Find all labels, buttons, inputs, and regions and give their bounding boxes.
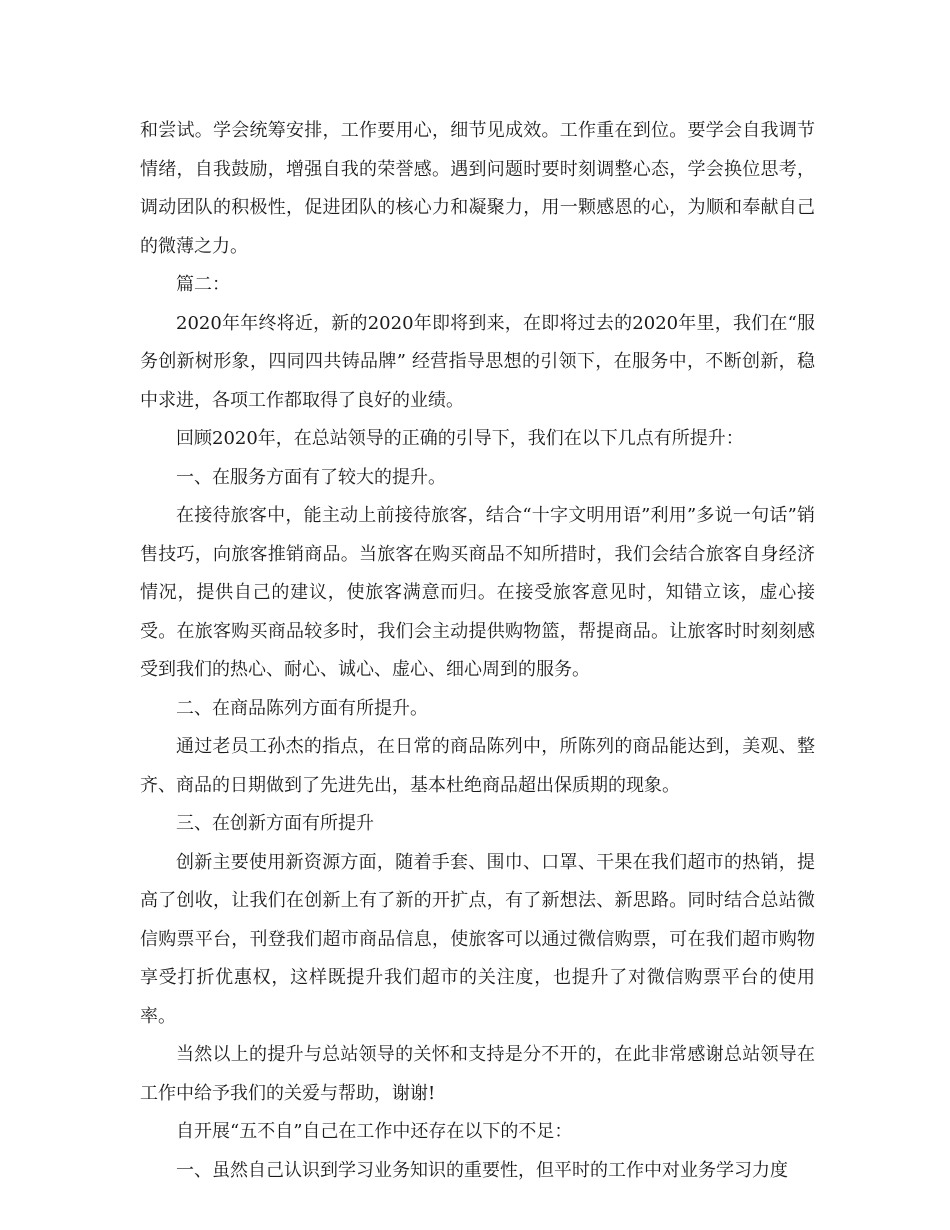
paragraph-innovation: 创新主要使用新资源方面，随着手套、围巾、口罩、干果在我们超市的热销，提高了创收，让我们在创新上有了新的开扩点，有了新想法、新思路。同时结合总站微信购票平台，刊登我们超市商品信息，使旅客可以通过微信购票，可在我们超市购物享受打折优惠权，这样既提升我们超市的关注度，也提升了对微信购票平台的使用率。 xyxy=(140,851,815,1027)
heading-service: 一、在服务方面有了较大的提升。 xyxy=(176,466,446,488)
paragraph-review: 回顾2020年，在总站领导的正确的引导下，我们在以下几点有所提升： xyxy=(176,428,744,449)
paragraph-thanks: 当然以上的提升与总站领导的关怀和支持是分不开的，在此非常感谢总站领导在工作中给予我们的关爱与帮助，谢谢! xyxy=(140,1044,815,1104)
paragraph-display: 通过老员工孙杰的指点，在日常的商品陈列中，所陈列的商品能达到，美观、整齐、商品的日期做到了先进先出，基本杜绝商品超出保质期的现象。 xyxy=(140,736,815,796)
paragraph-shortcoming-one: 一、虽然自己认识到学习业务知识的重要性，但平时的工作中对业务学习力度 xyxy=(176,1159,788,1181)
heading-innovation: 三、在创新方面有所提升 xyxy=(176,813,374,834)
document-body xyxy=(140,112,815,1190)
section-heading-part-two: 篇二： xyxy=(176,274,230,295)
paragraph-shortcomings-intro: 自开展“五不自”自己在工作中还存在以下的不足： xyxy=(176,1121,573,1142)
paragraph-service: 在接待旅客中，能主动上前接待旅客，结合“十字文明用语”利用”多说一句话”销售技巧，向旅客推销商品。当旅客在购买商品不知所措时，我们会结合旅客自身经济情况，提供自己的建议，使旅客满意而归。在接受旅客意见时，知错立该，虚心接受。在旅客购买商品较多时，我们会主动提供购物篮，帮提商品。让旅客时时刻刻感受到我们的热心、耐心、诚心、虚心、细心周到的服务。 xyxy=(140,505,815,680)
heading-display: 二、在商品陈列方面有所提升。 xyxy=(176,697,428,719)
paragraph-intro: 2020年年终将近，新的2020年即将到来，在即将过去的2020年里，我们在“服务创新树形象，四同四共铸品牌” 经营指导思想的引领下，在服务中，不断创新，稳中求进，各项工作都取得了良好的业绩。 xyxy=(140,312,816,411)
paragraph-continuation: 和尝试。学会统筹安排，工作要用心，细节见成效。工作重在到位。要学会自我调节情绪，自我鼓励，增强自我的荣誉感。遇到问题时要时刻调整心态，学会换位思考，调动团队的积极性，促进团队的核心力和凝聚力，用一颗感恩的心，为顺和奉献自己的微薄之力。 xyxy=(140,120,815,257)
